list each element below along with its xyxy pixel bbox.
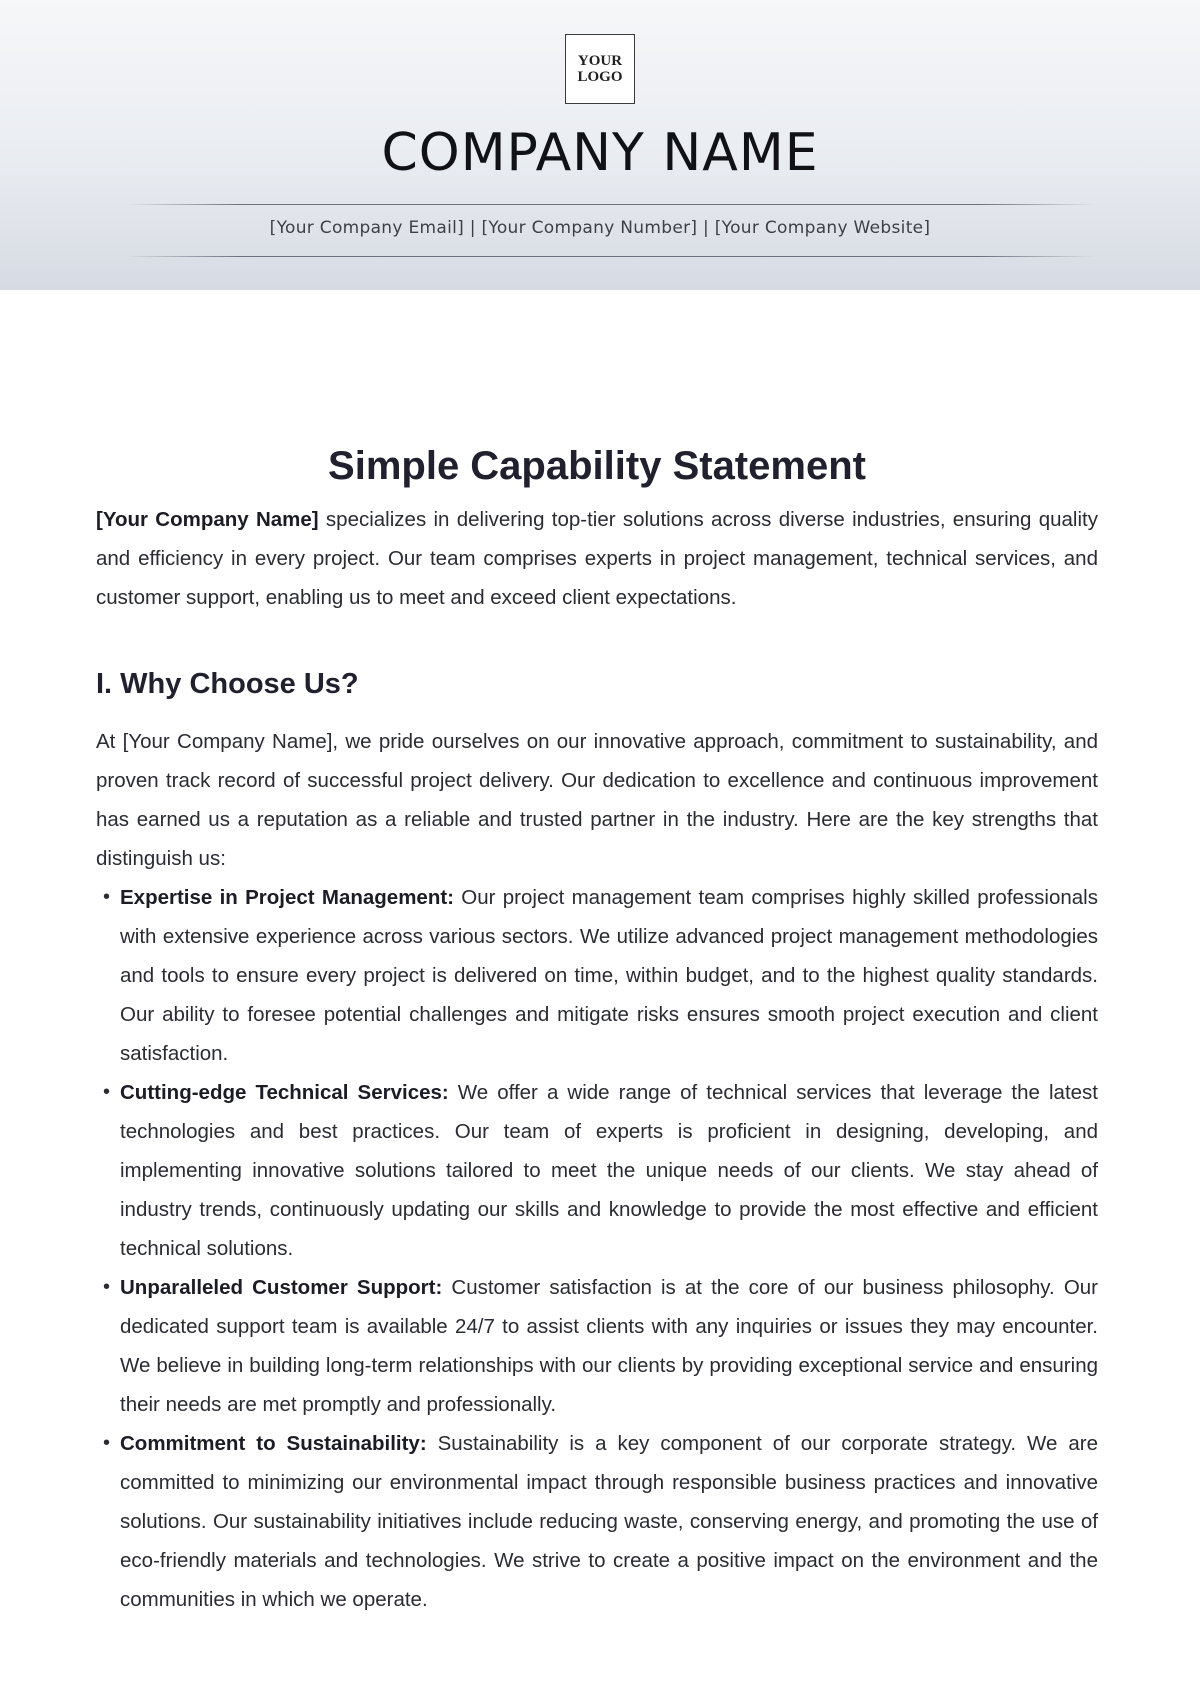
list-item-title: Cutting-edge Technical Services: — [120, 1081, 449, 1104]
intro-text: specializes in delivering top-tier solutions across diverse industries, ensuring quality and efficiency in every project. Our team comprises experts in project management, technical services, and customer support, enabling us to meet and exceed client expectations. — [96, 508, 1098, 609]
strengths-list — [96, 878, 1098, 1619]
intro-paragraph — [96, 500, 1098, 617]
list-item-title: Expertise in Project Management: — [120, 886, 455, 909]
list-item-text: Our project management team comprises highly skilled professionals with extensive experience across various sectors. We utilize advanced project management methodologies and tools to ensure every project is delivered on time, within budget, and to the highest quality standards. Our ability to foresee potential challenges and mitigate risks ensures smooth project execution and client satisfaction. — [120, 886, 1098, 1065]
header-divider-top — [125, 204, 1095, 205]
list-item — [120, 1268, 1098, 1424]
logo-line-1: YOUR — [577, 53, 623, 69]
list-item — [120, 1424, 1098, 1619]
section-heading-why-choose-us: I. Why Choose Us? — [96, 668, 359, 700]
list-item-text: Sustainability is a key component of our corporate strategy. We are committed to minimizing our environmental impact through responsible business practices and innovative solutions. Our sustainability initiatives include reducing waste, conserving energy, and promoting the use of eco-friendly materials and technologies. We strive to create a positive impact on the environment and the communities in which we operate. — [120, 1432, 1098, 1611]
header-divider-bottom — [125, 256, 1095, 257]
letterhead — [0, 0, 1200, 290]
list-item — [120, 878, 1098, 1073]
company-name: COMPANY NAME — [381, 123, 819, 183]
section-paragraph: At [Your Company Name], we pride ourselves on our innovative approach, commitment to sustainability, and proven track record of successful project delivery. Our dedication to excellence and continuous improvement has earned us a reputation as a reliable and trusted partner in the industry. Here are the key strengths that distinguish us: — [96, 730, 1098, 870]
list-item-title: Commitment to Sustainability: — [120, 1432, 427, 1455]
document-title: Simple Capability Statement — [328, 444, 866, 488]
intro-company-name: [Your Company Name] — [96, 508, 319, 531]
logo-line-2: LOGO — [577, 69, 623, 85]
list-item-title: Unparalleled Customer Support: — [120, 1276, 443, 1299]
company-contact-line: [Your Company Email] | [Your Company Number] | [Your Company Website] — [269, 218, 931, 238]
list-item-text: Customer satisfaction is at the core of our business philosophy. Our dedicated support team is available 24/7 to assist clients with any inquiries or issues they may encounter. We believe in building long-term relationships with our clients by providing exceptional service and ensuring their needs are met promptly and professionally. — [120, 1276, 1098, 1416]
list-item-text: We offer a wide range of technical services that leverage the latest technologies and best practices. Our team of experts is proficient in designing, developing, and implementing innovative solutions tailored to meet the unique needs of our clients. We stay ahead of industry trends, continuously updating our skills and knowledge to provide the most effective and efficient technical solutions. — [120, 1081, 1098, 1260]
document-body — [96, 440, 1098, 1619]
list-item — [120, 1073, 1098, 1268]
company-logo — [565, 34, 635, 104]
